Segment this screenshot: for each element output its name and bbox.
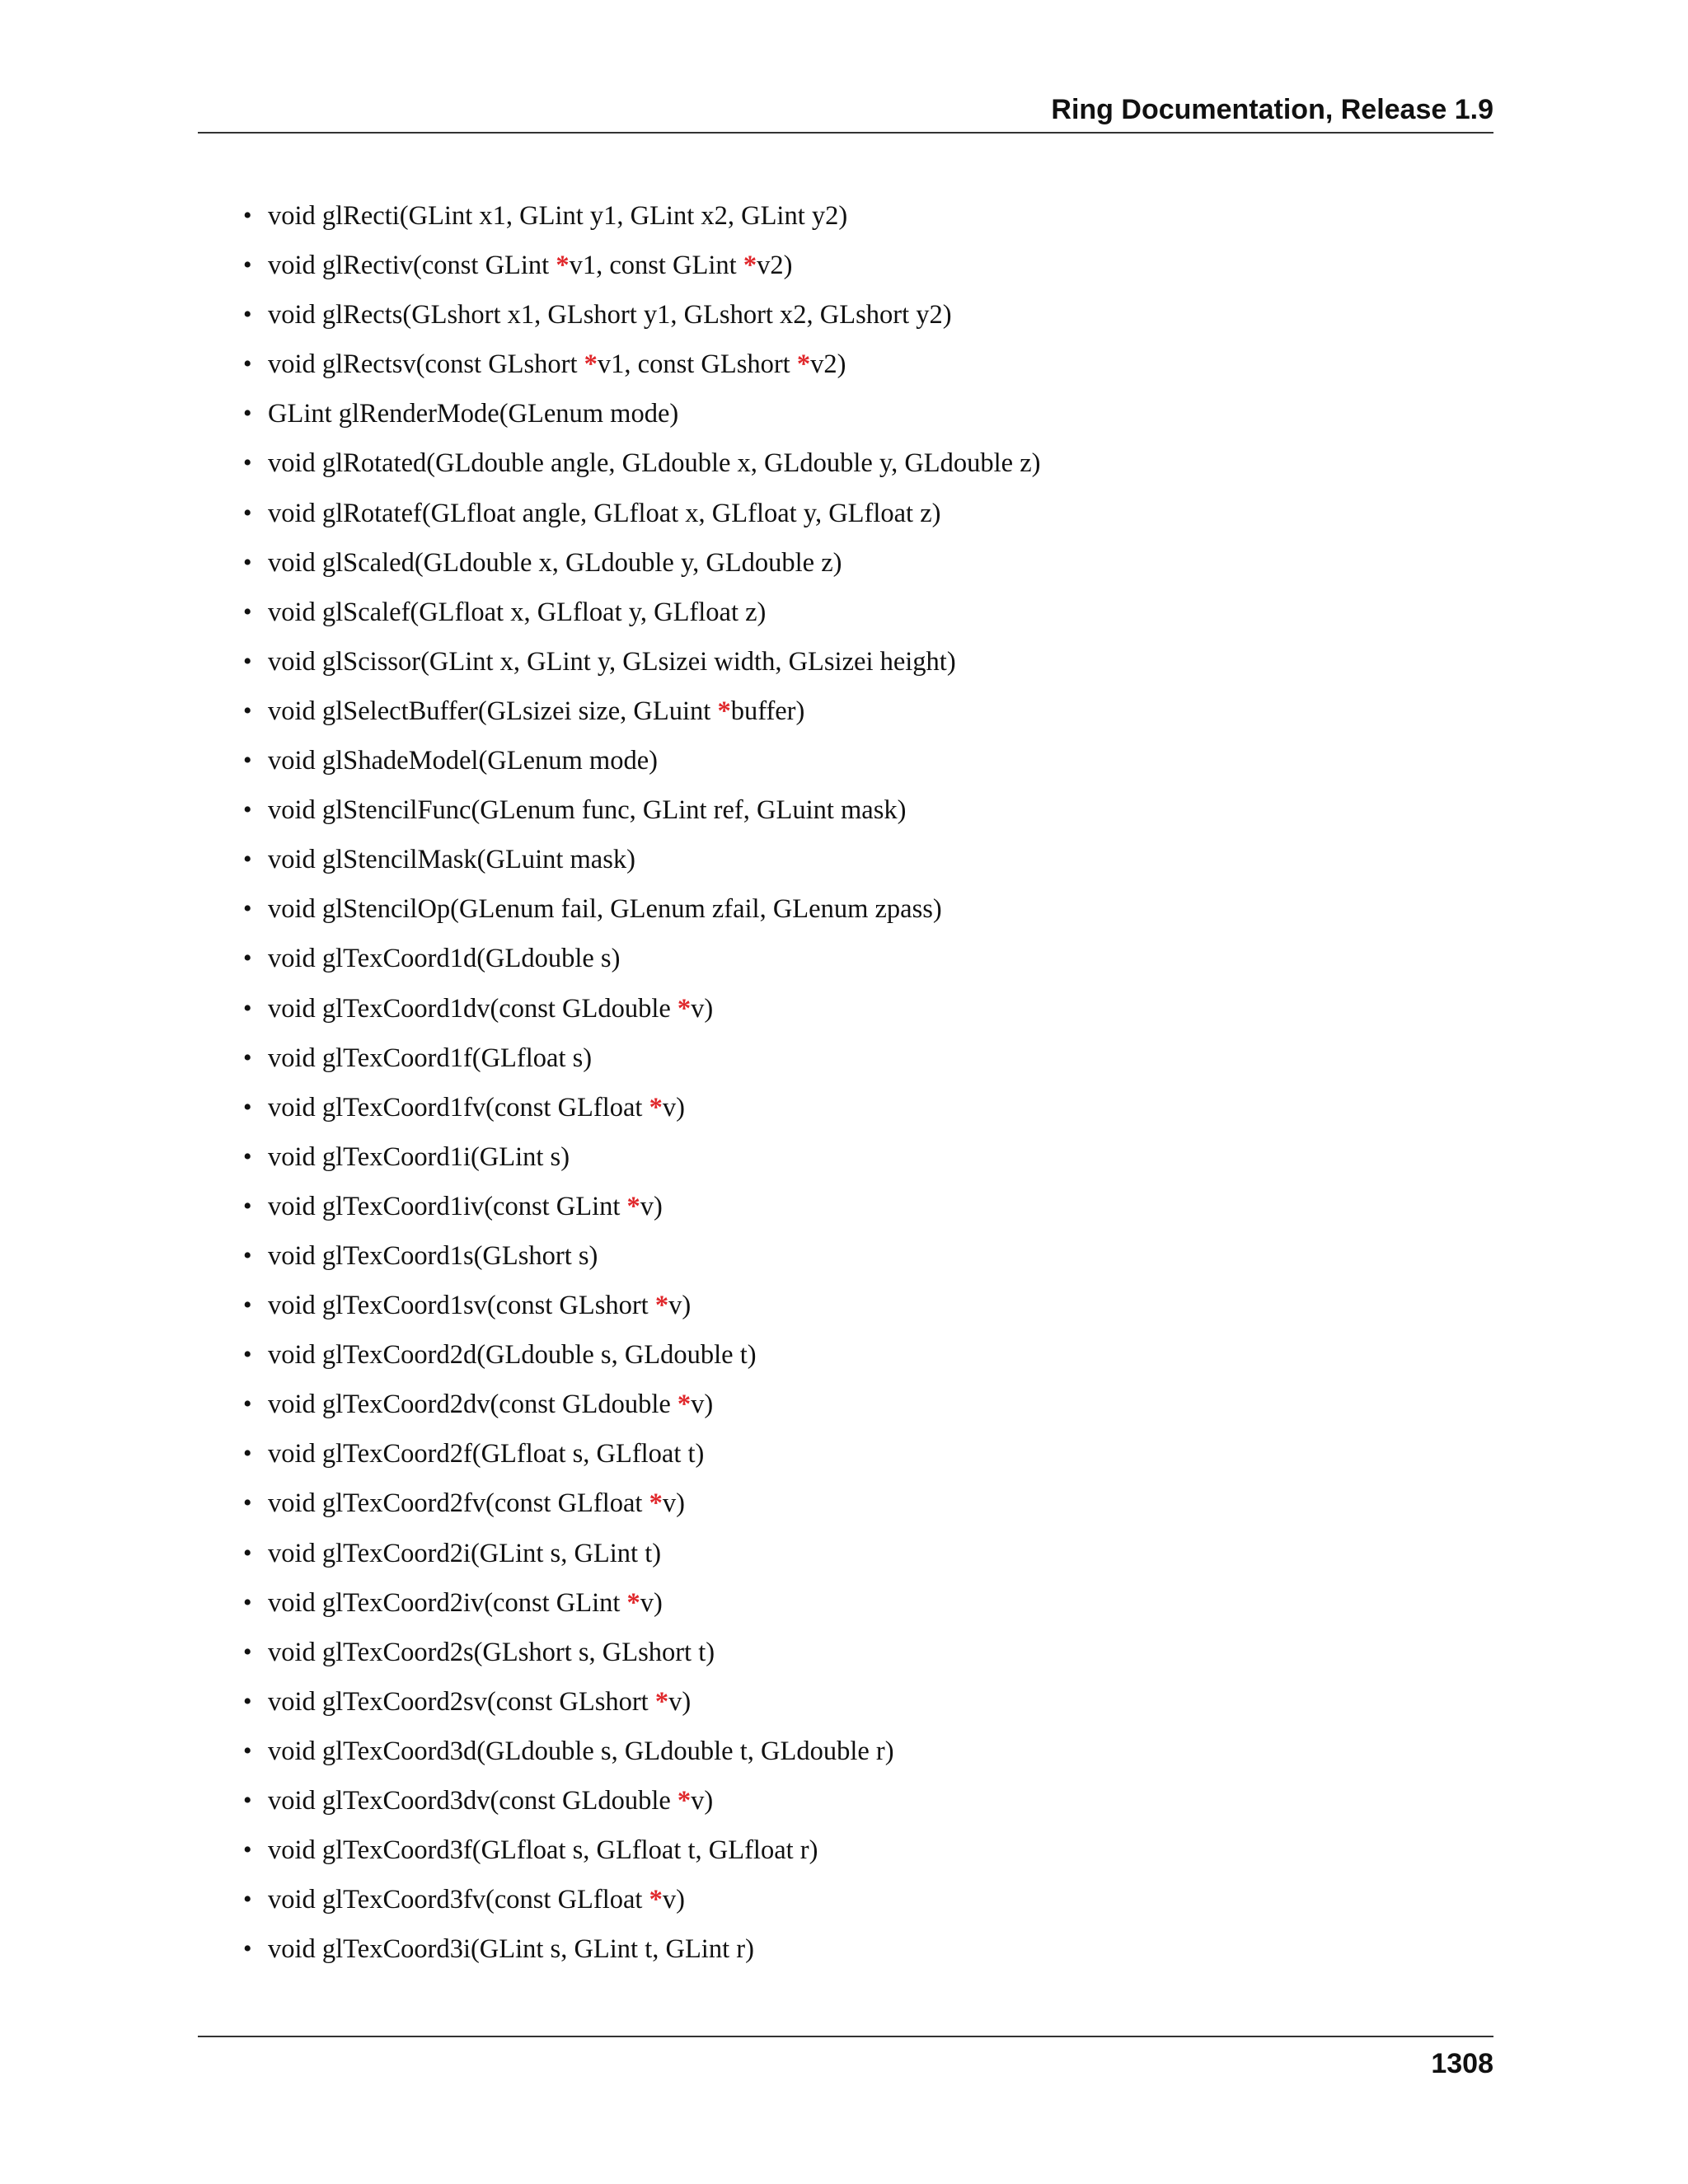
signature-text: void glRects(GLshort x1, GLshort y1, GLshort x2, GLshort y2) [268,300,952,330]
bullet-icon: • [243,994,252,1022]
signature-text: void glRectiv(const GLint [268,251,556,281]
function-list [243,196,1040,1979]
signature-text: void glTexCoord1d(GLdouble s) [268,944,621,974]
signature-text: void glScissor(GLint x, GLint y, GLsizei width, GLsizei height) [268,646,956,677]
bullet-icon: • [243,1192,252,1220]
pointer-star: * [556,251,570,281]
signature-text: v1, const GLshort [597,349,797,380]
pointer-star: * [677,1786,692,1816]
bullet-icon: • [243,1588,252,1616]
signature-text: void glTexCoord1iv(const GLint [268,1191,627,1221]
pointer-star: * [649,1488,663,1519]
pointer-star: * [626,1587,640,1618]
signature-text: v2) [757,251,793,281]
list-item [243,889,1040,939]
list-item [243,840,1040,889]
signature-text: v) [668,1291,692,1321]
bullet-icon: • [243,647,252,675]
bullet-icon: • [243,1093,252,1121]
list-item [243,1781,1040,1830]
signature-text: v) [640,1191,663,1221]
pointer-star: * [654,1686,669,1717]
list-item [243,1286,1040,1335]
signature-text: void glStencilMask(GLuint mask) [268,845,635,875]
list-item [243,1830,1040,1880]
bullet-icon: • [243,202,252,229]
list-item [243,1929,1040,1979]
signature-text: buffer) [730,696,805,726]
signature-text: void glTexCoord2s(GLshort s, GLshort t) [268,1637,715,1667]
list-item [243,691,1040,741]
signature-text: void glTexCoord1f(GLfloat s) [268,1043,593,1073]
bullet-icon: • [243,1440,252,1468]
bullet-icon: • [243,1736,252,1765]
signature-text: v1, const GLint [569,251,743,281]
signature-text: v) [640,1587,663,1618]
list-item [243,642,1040,691]
signature-text: v) [662,1488,685,1519]
bullet-icon: • [243,1142,252,1170]
signature-text: void glTexCoord2sv(const GLshort [268,1686,655,1717]
signature-text: void glScaled(GLdouble x, GLdouble y, GLdouble z) [268,547,842,578]
signature-text: void glTexCoord3d(GLdouble s, GLdouble t, GLdouble r) [268,1736,894,1766]
pointer-star: * [743,251,757,281]
signature-text: void glRotated(GLdouble angle, GLdouble x, GLdouble y, GLdouble z) [268,448,1041,479]
bullet-icon: • [243,449,252,477]
pointer-star: * [649,1092,663,1122]
signature-text: v2) [810,349,846,380]
signature-text: void glRecti(GLint x1, GLint y1, GLint x2, GLint y2) [268,201,848,231]
bullet-icon: • [243,1390,252,1418]
signature-text: void glTexCoord2f(GLfloat s, GLfloat t) [268,1439,705,1469]
list-item [243,1038,1040,1088]
list-item [243,790,1040,840]
signature-text: v) [668,1686,692,1717]
pointer-star: * [796,349,811,380]
bullet-icon: • [243,846,252,874]
bullet-icon: • [243,747,252,775]
document-title: Ring Documentation, Release 1.9 [1051,94,1493,125]
signature-text: v) [691,1390,714,1420]
bullet-icon: • [243,1935,252,1963]
list-item [243,1187,1040,1236]
list-item [243,741,1040,790]
list-item [243,1682,1040,1732]
signature-text: void glTexCoord1fv(const GLfloat [268,1092,649,1122]
list-item [243,1732,1040,1781]
list-item [243,989,1040,1038]
page-header [198,91,1493,134]
bullet-icon: • [243,1241,252,1269]
bullet-icon: • [243,1539,252,1567]
signature-text: void glStencilOp(GLenum fail, GLenum zfail, GLenum zpass) [268,894,942,925]
bullet-icon: • [243,350,252,378]
bullet-icon: • [243,251,252,279]
pointer-star: * [654,1291,669,1321]
pointer-star: * [626,1191,640,1221]
bullet-icon: • [243,400,252,428]
signature-text: void glTexCoord2dv(const GLdouble [268,1390,678,1420]
list-item [243,1434,1040,1483]
bullet-icon: • [243,796,252,824]
bullet-icon: • [243,1787,252,1814]
signature-text: void glStencilFunc(GLenum func, GLint ref, GLuint mask) [268,795,907,826]
signature-text: GLint glRenderMode(GLenum mode) [268,399,679,429]
signature-text: void glTexCoord1dv(const GLdouble [268,993,678,1024]
signature-text: void glTexCoord3f(GLfloat s, GLfloat t, GLfloat r) [268,1835,818,1866]
list-item [243,1137,1040,1187]
list-item [243,196,1040,246]
bullet-icon: • [243,1043,252,1071]
page-footer [198,2036,1493,2079]
list-item [243,593,1040,642]
list-item [243,394,1040,443]
signature-text: v) [662,1885,685,1915]
signature-text: void glTexCoord2i(GLint s, GLint t) [268,1538,662,1568]
bullet-icon: • [243,1687,252,1715]
list-item [243,246,1040,295]
signature-text: void glScalef(GLfloat x, GLfloat y, GLfloat z) [268,597,767,627]
list-item [243,344,1040,394]
page-number: 1308 [1431,2048,1493,2079]
list-item [243,1880,1040,1929]
signature-text: void glRotatef(GLfloat angle, GLfloat x, GLfloat y, GLfloat z) [268,498,941,528]
bullet-icon: • [243,1638,252,1666]
list-item [243,295,1040,344]
bullet-icon: • [243,598,252,626]
signature-text: void glTexCoord1sv(const GLshort [268,1291,655,1321]
bullet-icon: • [243,944,252,972]
signature-text: void glTexCoord2fv(const GLfloat [268,1488,649,1519]
list-item [243,1483,1040,1533]
pointer-star: * [717,696,731,726]
list-item [243,1633,1040,1682]
signature-text: void glRectsv(const GLshort [268,349,584,380]
bullet-icon: • [243,499,252,527]
bullet-icon: • [243,548,252,576]
signature-text: v) [662,1092,685,1122]
list-item [243,1534,1040,1583]
bullet-icon: • [243,1291,252,1319]
list-item [243,1335,1040,1385]
list-item [243,1385,1040,1434]
pointer-star: * [677,1390,692,1420]
signature-text: void glSelectBuffer(GLsizei size, GLuint [268,696,718,726]
signature-text: void glTexCoord3fv(const GLfloat [268,1885,649,1915]
list-item [243,1236,1040,1286]
bullet-icon: • [243,1886,252,1914]
signature-text: void glTexCoord3dv(const GLdouble [268,1786,678,1816]
list-item [243,1583,1040,1633]
list-item [243,443,1040,493]
signature-text: v) [691,1786,714,1816]
signature-text: void glTexCoord1i(GLint s) [268,1141,570,1172]
signature-text: void glTexCoord2d(GLdouble s, GLdouble t) [268,1340,757,1371]
signature-text: void glShadeModel(GLenum mode) [268,746,658,776]
pointer-star: * [584,349,598,380]
list-item [243,494,1040,543]
list-item [243,1088,1040,1137]
pointer-star: * [677,993,692,1024]
signature-text: void glTexCoord3i(GLint s, GLint t, GLint r) [268,1934,754,1965]
signature-text: v) [691,993,714,1024]
bullet-icon: • [243,696,252,724]
bullet-icon: • [243,301,252,329]
list-item [243,939,1040,988]
bullet-icon: • [243,1341,252,1369]
signature-text: void glTexCoord2iv(const GLint [268,1587,627,1618]
signature-text: void glTexCoord1s(GLshort s) [268,1240,598,1271]
pointer-star: * [649,1885,663,1915]
list-item [243,543,1040,593]
bullet-icon: • [243,1836,252,1864]
bullet-icon: • [243,895,252,923]
bullet-icon: • [243,1489,252,1517]
